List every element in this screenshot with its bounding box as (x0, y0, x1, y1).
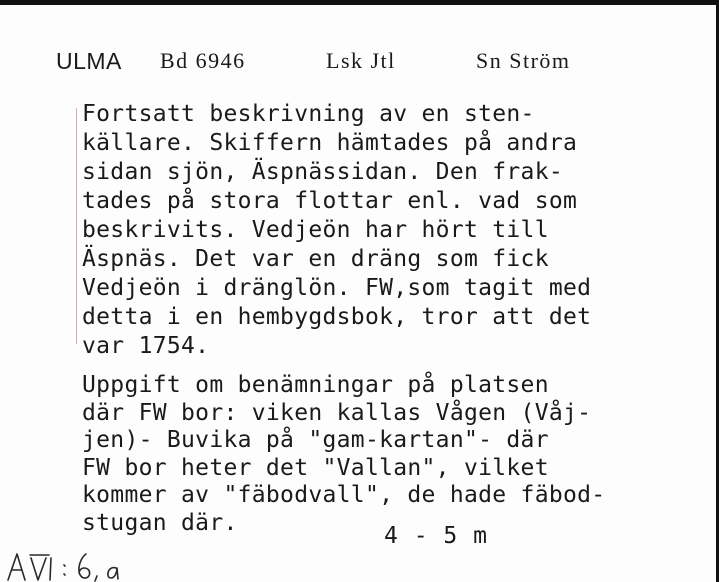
text-line: Äspnäs. Det var en dräng som fick (82, 246, 549, 272)
text-line: Vedjeön i dränglön. FW,som tagit med (82, 275, 592, 301)
handwritten-reference (4, 546, 164, 582)
text-line: källare. Skiffern hämtades på andra (82, 130, 578, 156)
text-line: kommer av "fäbodvall", de hade fäbod- (82, 482, 606, 508)
text-line: Uppgift om benämningar på platsen (82, 372, 549, 398)
text-line: beskrivits. Vedjeön har hört till (82, 217, 549, 243)
description-paragraph (82, 100, 591, 361)
text-line: stugan där. (82, 509, 238, 536)
page-reference: 4 - 5 m (384, 523, 488, 549)
text-line: tades på stora flottar enl. vad som (82, 188, 578, 214)
record-number: Bd 6946 (160, 48, 246, 73)
parish-name: Sn Ström (476, 48, 571, 73)
text-line: där FW bor: viken kallas Vågen (Våj- (82, 399, 592, 426)
region-code: Lsk Jtl (326, 48, 396, 73)
text-line: var 1754. (82, 333, 210, 359)
handwritten-reference-drawing (4, 546, 164, 582)
archive-code: ULMA (56, 48, 122, 74)
text-line: detta i en hembygdsbok, tror att det (82, 304, 592, 330)
margin-rule (76, 108, 77, 344)
card-top-edge (0, 0, 719, 5)
text-line: Fortsatt beskrivning av en sten- (82, 101, 535, 127)
text-line: sidan sjön, Äspnässidan. Den frak- (82, 159, 564, 185)
text-line: FW bor heter det "Vallan", vilket (82, 454, 549, 481)
text-line: jen)- Buvika på "gam-kartan"- där (82, 427, 549, 453)
place-names-paragraph (82, 372, 605, 537)
